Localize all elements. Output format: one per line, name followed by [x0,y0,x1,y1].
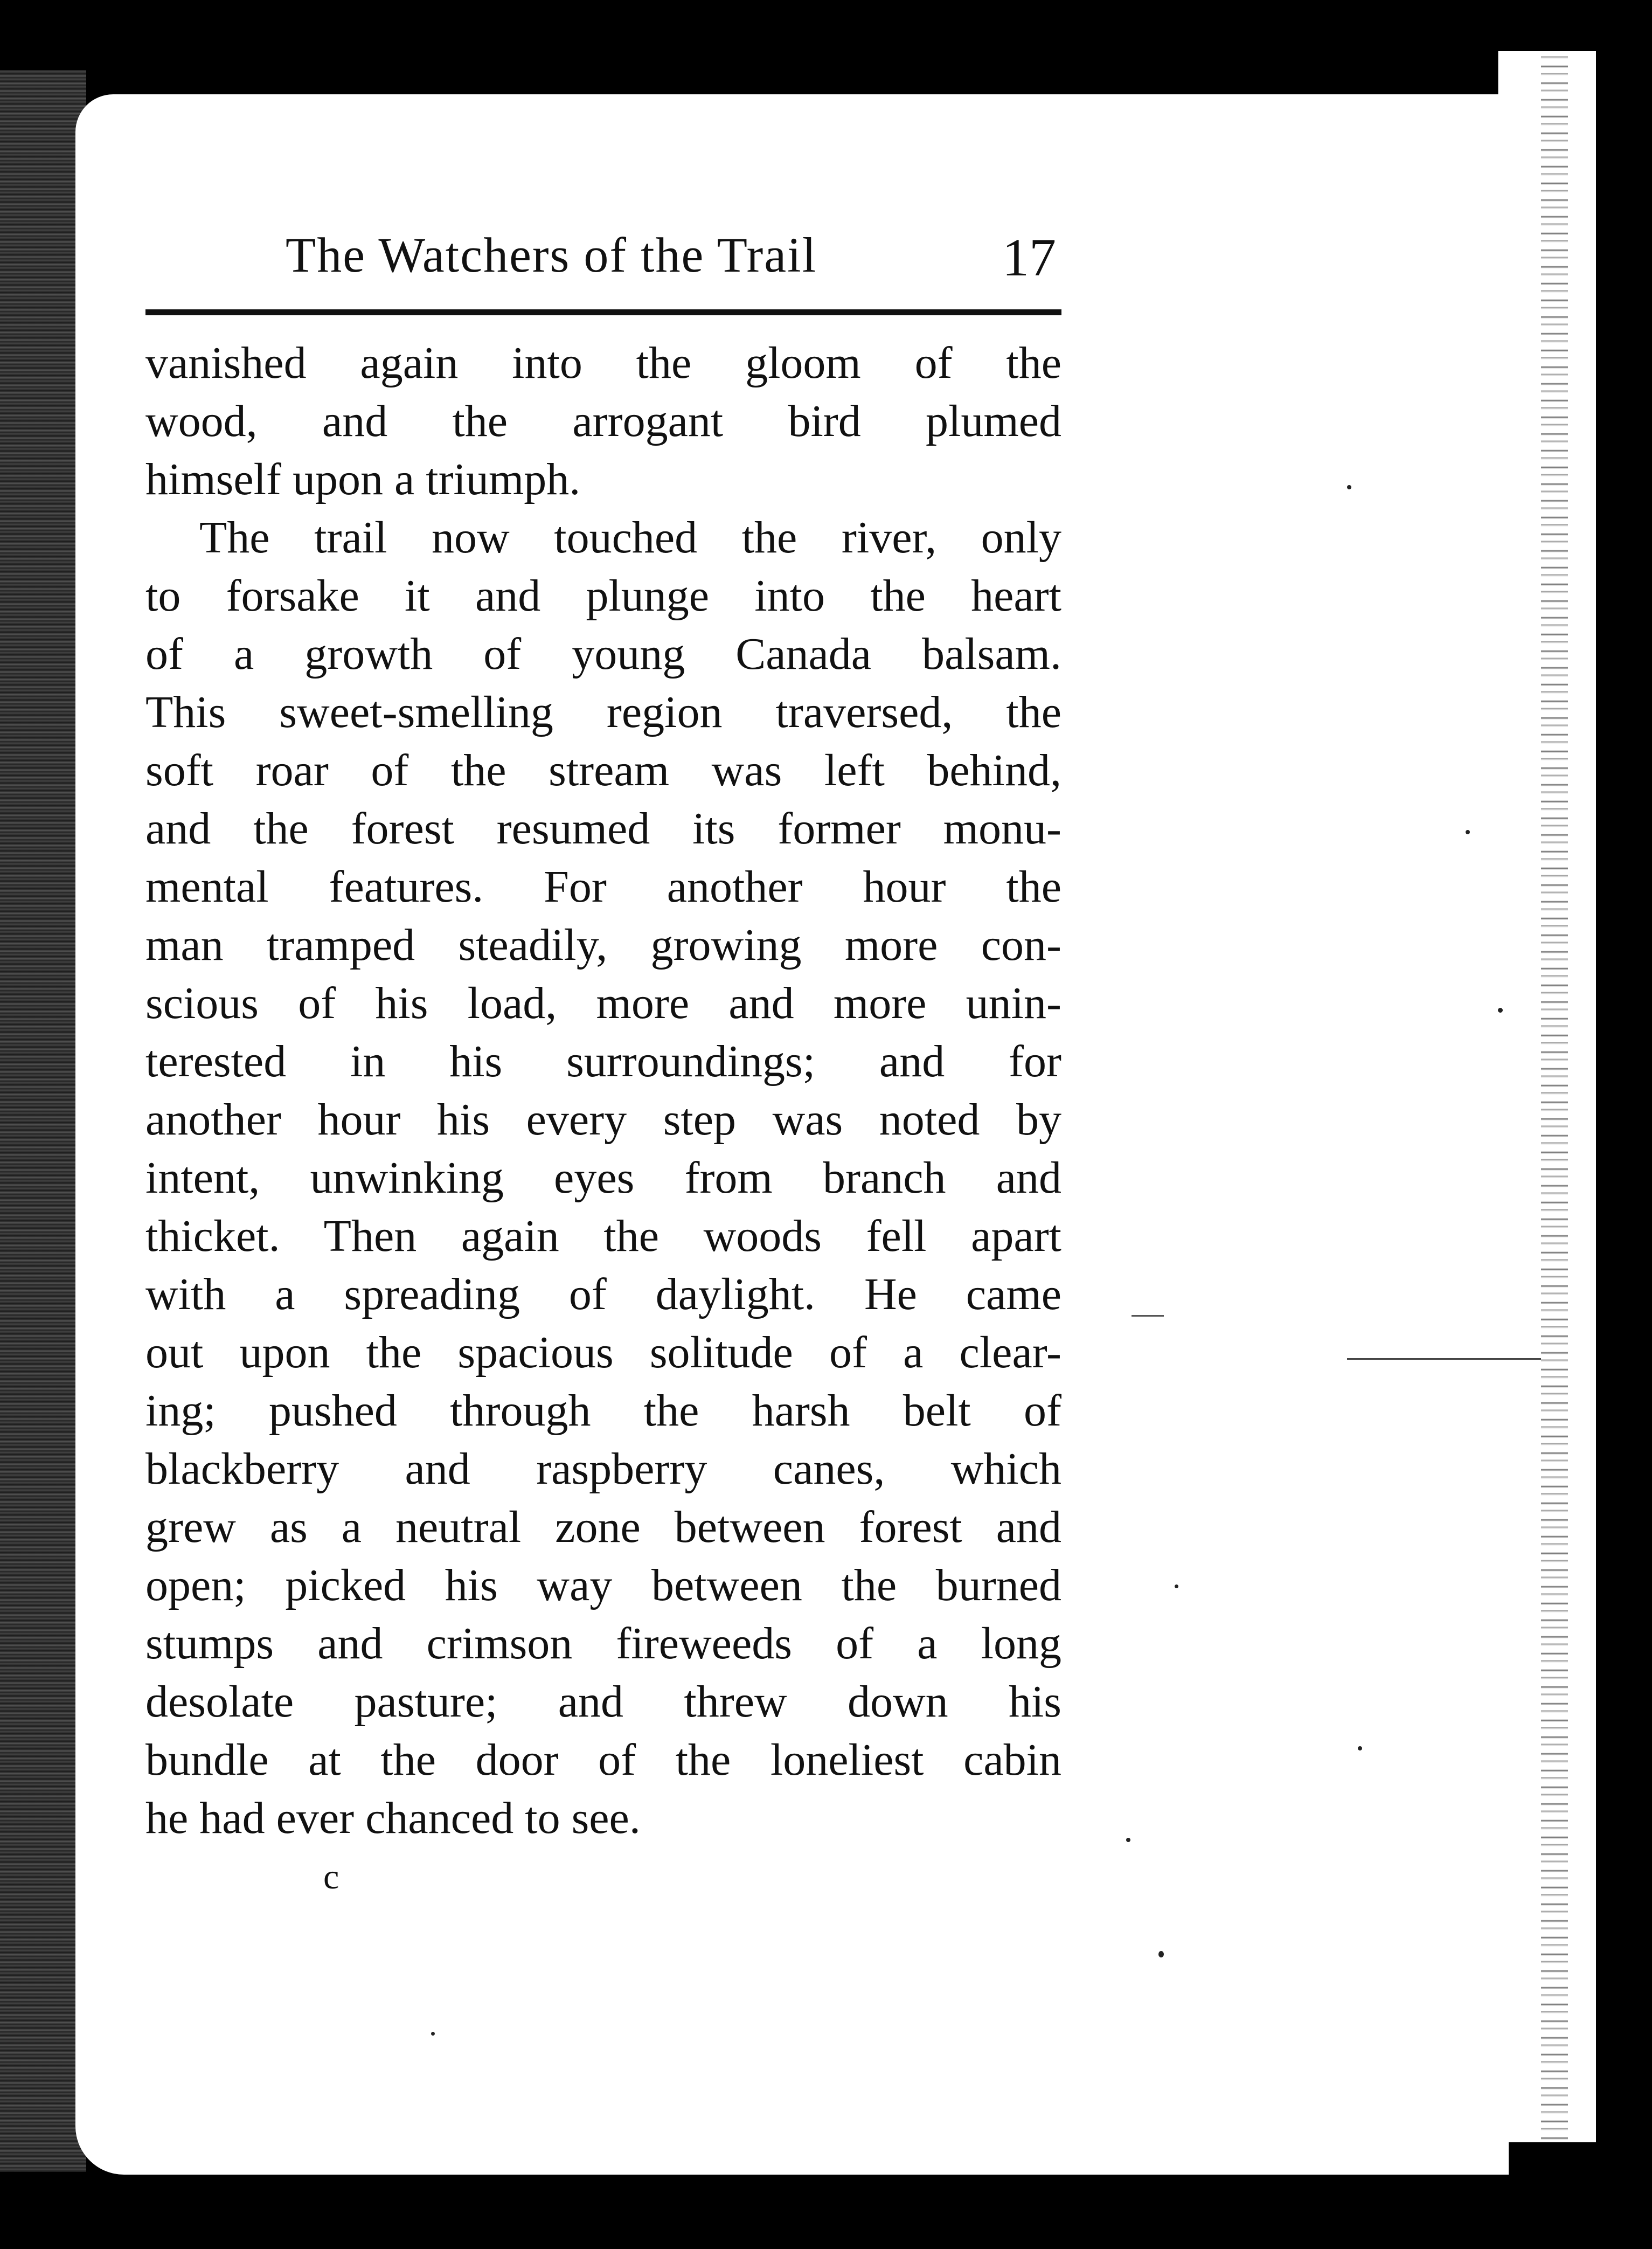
text-line: he had ever chanced to see. [145,1793,641,1843]
scan-speck [1132,1315,1164,1317]
text-line: another hour his every step was noted by [145,1095,1061,1145]
text-line: vanished again into the gloom of the [145,338,1061,388]
text-line: This sweet-smelling region traversed, the [145,687,1061,737]
text-line: open; picked his way between the burned [145,1560,1061,1610]
text-line: ing; pushed through the harsh belt of [145,1386,1061,1436]
scan-speck [1126,1838,1130,1842]
text-line: blackberry and raspberry canes, which [145,1444,1061,1494]
text-line: man tramped steadily, growing more con- [145,920,1061,970]
book-spine-edge [0,70,86,2172]
text-line: soft roar of the stream was left behind, [145,745,1061,795]
text-line: scious of his load, more and more unin- [145,978,1061,1028]
text-line: intent, unwinking eyes from branch and [145,1153,1061,1203]
running-title: The Watchers of the Trail [286,227,817,282]
scan-speck [1347,485,1351,489]
scan-speck [1158,1951,1164,1957]
text-line: wood, and the arrogant bird plumed [145,396,1061,446]
text-line: to forsake it and plunge into the heart [145,571,1061,621]
text-line: stumps and crimson fireweeds of a long [145,1618,1061,1669]
text-line: with a spreading of daylight. He came [145,1269,1061,1319]
text-line: The trail now touched the river, only [199,513,1061,563]
scan-speck [1498,1008,1503,1013]
text-line: terested in his surroundings; and for [145,1036,1061,1087]
page-number: 17 [1002,227,1056,287]
scan-speck [431,2032,435,2036]
scan-speck [1466,830,1470,834]
text-line: thicket. Then again the woods fell apart [145,1211,1061,1261]
text-line: of a growth of young Canada balsam. [145,629,1061,679]
header-rule [145,309,1061,315]
scan-speck [1347,1358,1541,1360]
body-text [145,334,1061,1847]
fore-edge-texture [1541,51,1568,2142]
page-header [145,226,1061,307]
text-line: desolate pasture; and threw down his [145,1677,1061,1727]
signature-mark: c [323,1857,339,1897]
text-line: out upon the spacious solitude of a clear- [145,1327,1061,1378]
scan-speck [1175,1584,1178,1588]
text-line: mental features. For another hour the [145,862,1061,912]
text-line: grew as a neutral zone between forest and [145,1502,1061,1552]
text-line: himself upon a triumph. [145,454,581,504]
text-line: and the forest resumed its former monu- [145,804,1061,854]
scan-speck [1358,1746,1362,1750]
text-line: bundle at the door of the loneliest cabin [145,1735,1061,1785]
